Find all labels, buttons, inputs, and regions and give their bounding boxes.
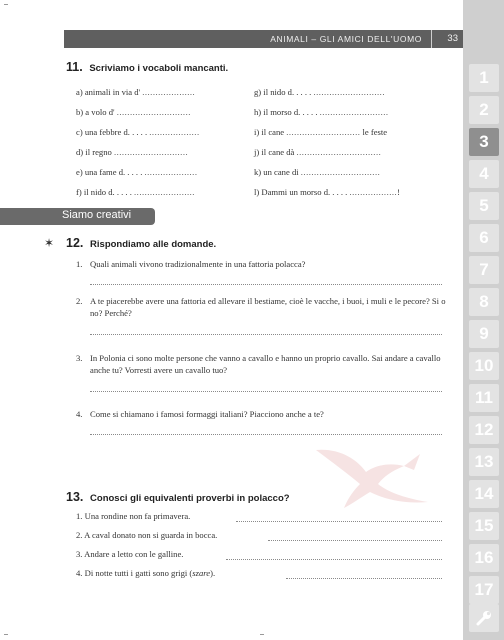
- question-number: 3.: [76, 353, 83, 363]
- fill-item-h[interactable]: [254, 107, 389, 117]
- fill-prompt: b) a volo d': [76, 107, 115, 117]
- answer-line[interactable]: [90, 333, 442, 335]
- chapter-tab-5[interactable]: 5: [469, 192, 499, 220]
- question-3: [76, 353, 448, 376]
- section-title: Siamo creativi: [62, 209, 132, 221]
- question-number: 2.: [76, 296, 83, 306]
- fill-prompt: h) il morso d. . . . .: [254, 107, 318, 117]
- wrench-icon-graphic: [475, 609, 493, 627]
- question-text: A te piacerebbe avere una fattoria ed allevare il bestiame, cioè le vacche, i buoi, i muli e le pecore? Si o no? Perché?: [90, 296, 446, 318]
- exercise-11-heading: [66, 60, 228, 74]
- fill-prompt: c) una febbre d. . . . .: [76, 127, 148, 137]
- proverb-1: [76, 511, 190, 521]
- fill-prompt: j) il cane dà: [254, 147, 295, 157]
- answer-line[interactable]: [236, 520, 442, 522]
- exercise-13-heading: [66, 490, 290, 504]
- section-banner: [0, 208, 155, 225]
- fill-prompt: g) il nido d. . . . .: [254, 87, 312, 97]
- chapter-tab-15[interactable]: 15: [469, 512, 499, 540]
- chapter-title: ANIMALI – GLI AMICI DELL'UOMO: [270, 34, 422, 44]
- proverb-text: A caval donato non si guarda in bocca.: [84, 530, 218, 540]
- proverb-tail: ).: [210, 568, 216, 578]
- answer-line[interactable]: [90, 283, 442, 285]
- chapter-tab-3[interactable]: 3: [469, 128, 499, 156]
- answer-line[interactable]: [90, 433, 442, 435]
- proverb-3: [76, 549, 183, 559]
- fill-prompt: f) il nido d. . . . .: [76, 187, 132, 197]
- proverb-number: 1.: [76, 511, 83, 521]
- question-text: Come si chiamano i famosi formaggi italiani? Piacciono anche a te?: [90, 409, 324, 419]
- exercise-title: Scriviamo i vocaboli mancanti.: [89, 63, 229, 74]
- fill-suffix: !: [397, 187, 401, 197]
- proverb-text: Andare a letto con le galline.: [84, 549, 184, 559]
- fill-prompt: k) un cane di: [254, 167, 299, 177]
- chapter-tab-9[interactable]: 9: [469, 320, 499, 348]
- fill-prompt: e) una fame d. . . . .: [76, 167, 143, 177]
- fill-item-j[interactable]: [254, 147, 381, 157]
- wrench-icon[interactable]: [469, 604, 499, 632]
- fill-blank[interactable]: ............................: [116, 107, 191, 117]
- question-1: [76, 259, 448, 271]
- chapter-tab-10[interactable]: 10: [469, 352, 499, 380]
- page-number: 33: [447, 33, 458, 44]
- chapter-tab-strip: [463, 0, 504, 640]
- fill-blank[interactable]: ............................: [286, 127, 361, 137]
- fill-blank[interactable]: ...................: [149, 127, 200, 137]
- fill-suffix: le feste: [362, 127, 388, 137]
- exercise-title: Conosci gli equivalenti proverbi in polacco?: [90, 493, 290, 504]
- fill-blank[interactable]: ....................: [142, 87, 196, 97]
- question-4: [76, 409, 448, 421]
- answer-line[interactable]: [226, 558, 442, 560]
- exercise-12-heading: [66, 236, 216, 250]
- exercise-number: 13.: [66, 490, 84, 504]
- question-text: Quali animali vivono tradizionalmente in una fattoria polacca?: [90, 259, 306, 269]
- fill-item-i[interactable]: [254, 127, 387, 137]
- question-number: 1.: [76, 259, 83, 269]
- chapter-tab-4[interactable]: 4: [469, 160, 499, 188]
- chapter-tab-11[interactable]: 11: [469, 384, 499, 412]
- answer-line[interactable]: [286, 577, 442, 579]
- chapter-tab-12[interactable]: 12: [469, 416, 499, 444]
- fill-blank[interactable]: ..........................: [319, 107, 389, 117]
- running-header: [64, 30, 464, 48]
- exercise-number: 11.: [66, 60, 83, 74]
- proverb-number: 2.: [76, 530, 83, 540]
- exercise-number: 12.: [66, 236, 84, 250]
- fill-blank[interactable]: ................................: [296, 147, 382, 157]
- chapter-tab-8[interactable]: 8: [469, 288, 499, 316]
- fill-prompt: l) Dammi un morso d. . . . .: [254, 187, 348, 197]
- crop-mark: [4, 4, 8, 5]
- fill-item-e[interactable]: [76, 167, 197, 177]
- chapter-tab-17[interactable]: 17: [469, 576, 499, 604]
- header-divider: [431, 30, 432, 48]
- chapter-tab-2[interactable]: 2: [469, 96, 499, 124]
- fill-blank[interactable]: ...........................: [313, 87, 385, 97]
- fill-prompt: a) animali in via d': [76, 87, 141, 97]
- exercise-title: Rispondiamo alle domande.: [90, 239, 217, 250]
- fill-blank[interactable]: ....................: [144, 167, 198, 177]
- fill-item-k[interactable]: [254, 167, 380, 177]
- fill-blank[interactable]: ..............................: [300, 167, 381, 177]
- answer-line[interactable]: [268, 539, 442, 541]
- question-text: In Polonia ci sono molte persone che vanno a cavallo e hanno un proprio cavallo. Sai andare a cavallo anche tu? Vorresti avere un cavallo tuo?: [90, 353, 441, 375]
- question-2: [76, 296, 448, 319]
- chapter-tab-16[interactable]: 16: [469, 544, 499, 572]
- proverb-number: 4.: [76, 568, 83, 578]
- fill-blank[interactable]: .......................: [134, 187, 195, 197]
- proverb-number: 3.: [76, 549, 83, 559]
- fill-item-l[interactable]: [254, 187, 400, 197]
- fill-item-f[interactable]: [76, 187, 195, 197]
- fill-item-d[interactable]: [76, 147, 188, 157]
- star-icon: ✶: [44, 236, 55, 250]
- crop-mark: [4, 634, 8, 635]
- proverb-text: Di notte tutti i gatti sono grigi (: [84, 568, 193, 578]
- fill-blank[interactable]: ............................: [113, 147, 189, 157]
- chapter-tab-6[interactable]: 6: [469, 224, 499, 252]
- proverb-2: [76, 530, 217, 540]
- answer-line[interactable]: [90, 390, 442, 392]
- fill-item-g[interactable]: [254, 87, 385, 97]
- swallow-illustration: [308, 440, 438, 510]
- proverb-emphasis: szare: [192, 568, 211, 578]
- fill-item-b[interactable]: [76, 107, 191, 117]
- crop-mark: [260, 634, 264, 635]
- fill-prompt: d) il regno: [76, 147, 112, 157]
- chapter-tab-14[interactable]: 14: [469, 480, 499, 508]
- fill-item-c[interactable]: [76, 127, 200, 137]
- chapter-tab-1[interactable]: 1: [469, 64, 499, 92]
- chapter-tab-13[interactable]: 13: [469, 448, 499, 476]
- proverb-text: Una rondine non fa primavera.: [84, 511, 191, 521]
- fill-blank[interactable]: ..................: [349, 187, 398, 197]
- fill-prompt: i) il cane: [254, 127, 285, 137]
- proverb-4: [76, 568, 215, 578]
- fill-item-a[interactable]: [76, 87, 195, 97]
- chapter-tab-7[interactable]: 7: [469, 256, 499, 284]
- question-number: 4.: [76, 409, 83, 419]
